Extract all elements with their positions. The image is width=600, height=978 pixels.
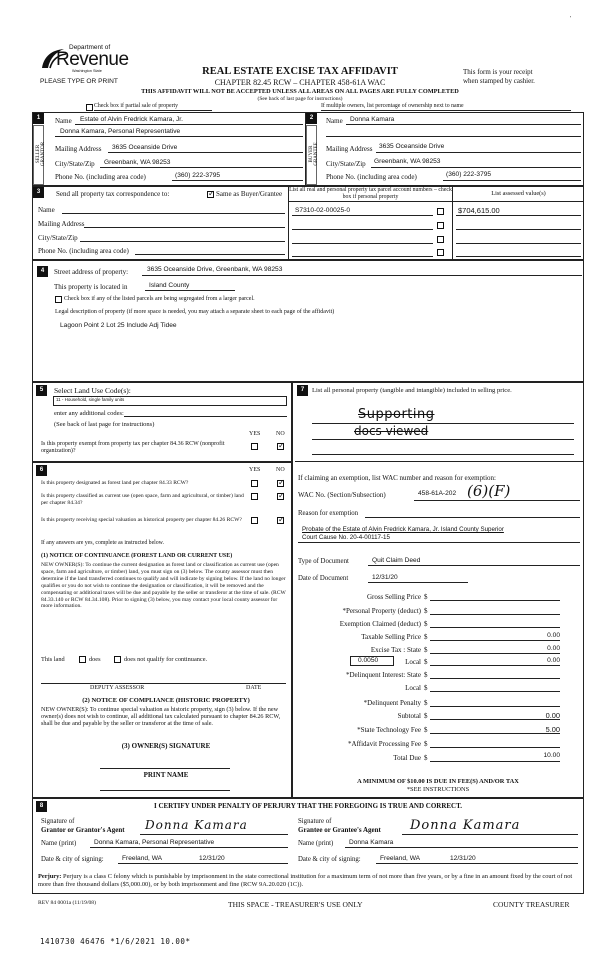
excise-local-field[interactable]: 0.00 — [547, 657, 560, 664]
legal-description-field[interactable]: Lagoon Point 2 Lot 25 Include Adj Tidee — [60, 322, 177, 329]
grantee-print-name-field[interactable]: Donna Kamara — [349, 839, 394, 846]
parcel-personal-property-checkbox-2[interactable] — [437, 222, 444, 229]
buyer-mailing-field[interactable]: 3635 Oceanside Drive — [379, 143, 445, 150]
instructions-note: (See back of last page for instructions) — [257, 96, 343, 102]
form-title: REAL ESTATE EXCISE TAX AFFIDAVIT — [202, 66, 398, 77]
current-use-no-checkbox[interactable] — [277, 493, 284, 500]
treasurer-use-label: THIS SPACE - TREASURER'S USE ONLY — [228, 900, 363, 909]
seller-grantor-label: SELLER GRANTOR — [36, 141, 46, 167]
receipt-note-1: This form is your receipt — [463, 68, 533, 76]
parcel-personal-property-checkbox-4[interactable] — [437, 249, 444, 256]
exempt-yes-checkbox[interactable] — [251, 443, 258, 450]
same-as-buyer-checkbox[interactable] — [207, 191, 214, 198]
document-type-field[interactable]: Quit Claim Deed — [372, 557, 421, 564]
affidavit-page: Department of Revenue Washington State PLEASE TYPE OR PRINT REAL ESTATE EXCISE TAX AFFIDAVIT CHAPTER 82.45 RCW – CHAPTER 458-61A WAC THIS AFFIDAVIT WILL NOT BE ACCEPTED UNLESS ALL AREAS ON ALL PAGES ARE FULLY COMPLETED (See back of last page for instructions) This form is your receipt when stamped by cashier. ' Check box if partial sale of property If multiple owners, list percentage of ownership next to name 1 2 SELLER GRANTOR BUYER GRANTEE Name Estate of Alvin Fredrick Kamara, Jr. Donna Kamara, Personal Representative Mailing Address 3635 Oceanside Drive City/State/Zip Greenbank, WA 98253 Phone No. (including area code) (360) 222-3795 Name Donna Kamara Mailing Address 3635 Oceanside Drive City/State/Zip Greenbank, WA 98253 Phone No. (including area code) (360) 222-3795 3 Send all property tax correspondence to: ✓ Same as Buyer/Grantee Name Mailing Address City/State/Zip Phone No. (including area code) List all real and personal property tax parcel account numbers – check box if personal property List assessed value(s) S7310-02-00025-0 $704,615.00 4 Street address of property: 3635 Oceanside Drive, Greenbank, WA 98253 This property is located in Island County Check box if any of the listed parcels are being segregated from a larger parcel. Legal description of property (if more space is needed, you may attach a separate sheet to each page of the affidavit) Lagoon Point 2 Lot 25 Include Adj Tidee 5 Select Land Use Code(s): 11 - Household, single family units enter any additional codes: (See back of last page for instructions) YES NO Is this property exempt from property tax per chapter 84.36 RCW (nonprofit organization)? ✓ 6 YES NO Is this property designated as forest land per chapter 84.33 RCW? ✓ Is this property classified as current use (open space, farm and agricultural, or timber) land per chapter 84.34? ✓ Is this property receiving special valuation as historical property per chapter 84.26 RCW? ✓ If any answers are yes, complete as instructed below. (1) NOTICE OF CONTINUANCE (FOREST LAND OR CURRENT USE) NEW OWNER(S): To continue the current designation as forest land or classification as current use (open space, farm and agriculture, or timber) land, you must sign on (3) below. The county assessor must then determine if the land transferred continues to qualify and will indicate by signing below. If the land no longer qualifies or you do not wish to continue the designation or classification, it will be removed and the compensating or additional taxes will be due and payable by the seller or transferor at the time of sale. (RCW 84.33.140 or RCW 84.34.108). Prior to signing (3) below, you may contact your local county assessor for more information. This land does does not qualify for continuance. DEPUTY ASSESSOR DATE (2) NOTICE OF COMPLIANCE (HISTORIC PROPERTY) NEW OWNER(S): To continue special valuation as historic property, sign (3) below. If the new owner(s) does not wish to continue, all additional tax calculated pursuant to chapter 84.26 RCW, shall be due and payable by the seller or transferor at the time of sale. (3) OWNER(S) SIGNATURE PRINT NAME 7 List all personal property (tangible and intangible) included in selling price. Supporting docs viewed If claiming an exemption, list WAC number and reason for exemption: WAC No. (Section/Subsection) 458-61A-202 (6)(F) Reason for exemption Probate of the Estate of Alvin Fredrick Kamara, Jr. Island County Superior Court Cause No. 20-4-00117-15 Type of Document Quit Claim Deed Date of Document 12/31/20 Gross Selling Price $ *Personal Property (deduct) $ Exemption Claimed (deduct) $ Taxable Selling Price $ 0.00 Excise Tax : State $ 0.00 0.0050 Local $ 0.00 *Delinquent Interest: State $ Local $ *Delinquent Penalty $ Subtotal $ 0.00 *State Technology Fee $ 5.00 *Affidavit Processing Fee $ Total Due $ 10.00 A MINIMUM OF $10.00 IS DUE IN FEE(S) AND/OR TAX *SEE INSTRUCTIONS 8 I CERTIFY UNDER PENALTY OF PERJURY THAT THE FOREGOING IS TRUE AND CORRECT. Signature of Grantor or Grantor's Agent Donna Kamara Name (print) Donna Kamara, Personal Representative Date & city of signing: Freeland, WA 12/31/20 Signature of Grantee or Grantee's Agent Donna Kamara Name (print) Donna Kamara Date & city of signing: Freeland, WA 12/31/20 Perjury: Perjury is a class C felony which is punishable by imprisonment in the state correctional institution for a maximum term of not more than five years, or by a fine in an amount fixed by the court of not more than five thousand dollars ($5,000.00), or by both imprisonment and fine (RCW 9A.20.020 (1C)). REV 84 0001a (11/19/08) THIS SPACE - TREASURER'S USE ONLY COUNTY TREASURER 1410730 46476 *1/6/2021 10.00* — [0, 0, 600, 978]
seller-mailing-field[interactable]: 3635 Oceanside Drive — [112, 144, 178, 151]
seller-name-field-2[interactable]: Donna Kamara, Personal Representative — [60, 128, 181, 135]
form-chapter: CHAPTER 82.45 RCW – CHAPTER 458-61A WAC — [214, 78, 386, 87]
receipt-note-2: when stamped by cashier. — [463, 77, 535, 85]
grantor-date-city-field[interactable]: Freeland, WA — [122, 855, 163, 862]
forest-no-checkbox[interactable] — [277, 480, 284, 487]
historic-yes-checkbox[interactable] — [251, 517, 258, 524]
assessed-value-field[interactable]: $704,615.00 — [458, 206, 500, 215]
grantee-date-city-field[interactable]: Freeland, WA — [380, 855, 421, 862]
buyer-grantee-label: BUYER GRANTEE — [309, 142, 319, 166]
seller-name-field[interactable]: Estate of Alvin Fredrick Kamara, Jr. — [80, 116, 183, 123]
wac-number-field[interactable]: 458-61A-202 — [418, 490, 457, 497]
seller-phone-field[interactable]: (360) 222-3795 — [175, 172, 221, 179]
parcel-number-field[interactable]: S7310-02-00025-0 — [295, 207, 350, 214]
logo-revenue-text: Revenue — [56, 49, 129, 70]
buyer-phone-field[interactable]: (360) 222-3795 — [446, 171, 492, 178]
parcel-personal-property-checkbox-3[interactable] — [437, 236, 444, 243]
buyer-name-field[interactable]: Donna Kamara — [350, 116, 395, 123]
grantee-signature: Donna Kamara — [410, 818, 521, 833]
county-treasurer-label: COUNTY TREASURER — [493, 900, 570, 909]
buyer-city-field[interactable]: Greenbank, WA 98253 — [374, 158, 441, 165]
parcel-personal-property-checkbox-1[interactable] — [437, 208, 444, 215]
subtotal-field[interactable]: 0.00 — [545, 711, 560, 720]
excise-state-field[interactable]: 0.00 — [547, 645, 560, 652]
exemption-reason-field[interactable]: Probate of the Estate of Alvin Fredrick Kamara, Jr. Island County Superior — [302, 526, 504, 533]
segregated-parcel-checkbox[interactable] — [55, 296, 62, 303]
land-does-checkbox[interactable] — [79, 656, 86, 663]
section-property — [32, 260, 584, 382]
seller-city-field[interactable]: Greenbank, WA 98253 — [104, 159, 171, 166]
land-does-not-checkbox[interactable] — [114, 656, 121, 663]
type-or-print-note: PLEASE TYPE OR PRINT — [40, 78, 118, 85]
grantor-print-name-field[interactable]: Donna Kamara, Personal Representative — [94, 839, 215, 846]
form-revision: REV 84 0001a (11/19/08) — [38, 900, 96, 906]
historic-no-checkbox[interactable] — [277, 517, 284, 524]
dor-logo: Department of Revenue Washington State — [40, 42, 120, 74]
receipt-stamp: 1410730 46476 *1/6/2021 10.00* — [40, 937, 191, 946]
supporting-handwritten: Supporting — [358, 407, 435, 422]
document-date-field[interactable]: 12/31/20 — [372, 574, 398, 581]
tech-fee-field[interactable]: 5.00 — [545, 725, 560, 734]
total-due-field[interactable]: 10.00 — [543, 752, 560, 759]
section-personal-property — [292, 382, 584, 798]
street-address-field[interactable]: 3635 Oceanside Drive, Greenbank, WA 98253 — [147, 266, 283, 273]
perjury-notice: Perjury: Perjury is a class C felony which is punishable by imprisonment in the state correctional institution for a maximum term of not more than five years, or by a fine in an amount fixed by the court of not more than five thousand dollars ($5,000.00), or by both imprisonment and fine (RCW 9A.20.020 (1C)). — [38, 873, 573, 888]
taxable-price-field[interactable]: 0.00 — [547, 632, 560, 639]
docs-viewed-handwritten: docs viewed — [354, 424, 429, 438]
current-use-yes-checkbox[interactable] — [251, 493, 258, 500]
county-field[interactable]: Island County — [149, 282, 190, 289]
forest-yes-checkbox[interactable] — [251, 480, 258, 487]
acceptance-warning: THIS AFFIDAVIT WILL NOT BE ACCEPTED UNLESS ALL AREAS ON ALL PAGES ARE FULLY COMPLETED — [141, 88, 459, 95]
grantor-signature: Donna Kamara — [145, 818, 248, 832]
partial-sale-checkbox[interactable] — [86, 104, 93, 111]
exempt-no-checkbox[interactable] — [277, 443, 284, 450]
